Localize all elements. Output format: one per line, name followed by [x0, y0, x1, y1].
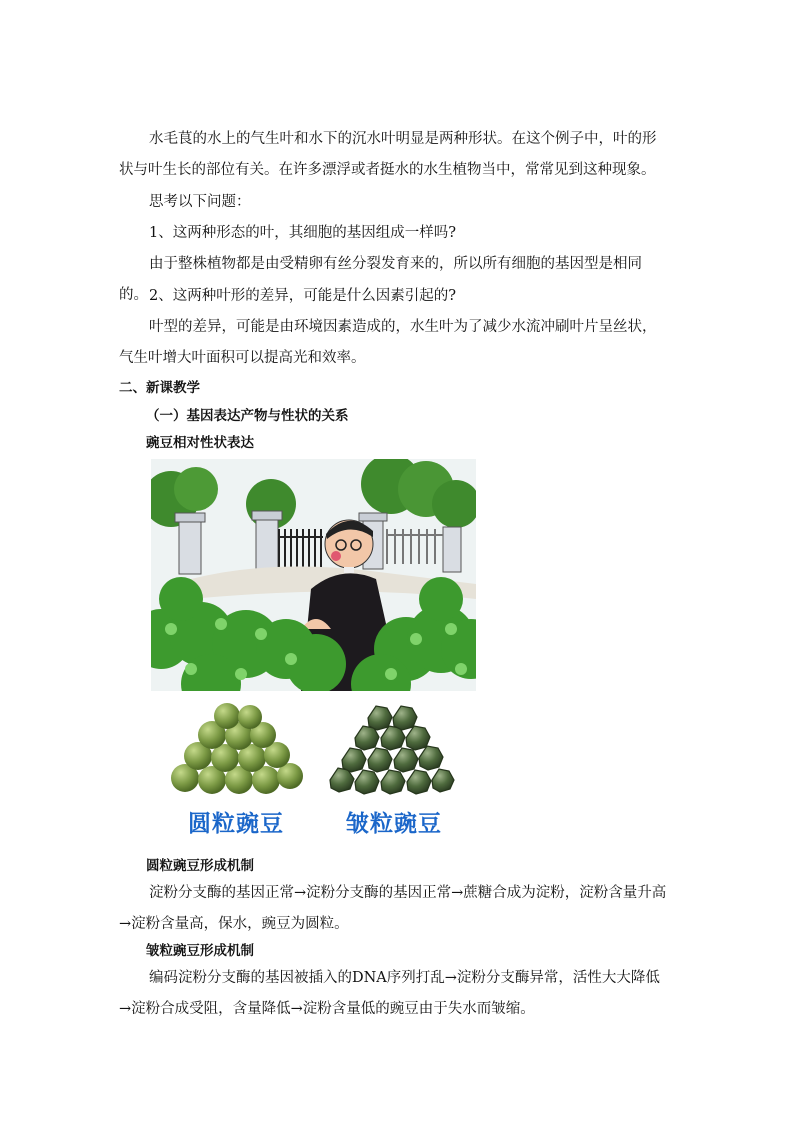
- pea-comparison-figure: [160, 700, 460, 845]
- think-prompt: 思考以下问题：: [149, 194, 251, 210]
- answer-2: 叶型的差异，可能是由环境因素造成的，水生叶为了减少水流冲刷叶片呈丝状，气生叶增大叶面积可以提高光和效率。: [119, 319, 657, 366]
- section-heading: 二、新课教学: [119, 380, 200, 396]
- question-1: 1、这两种形态的叶，其细胞的基因组成一样吗?: [149, 225, 456, 241]
- mendel-garden-image: [151, 459, 476, 691]
- pea-piles: [160, 700, 460, 800]
- wrinkled-mechanism-heading: 皱粒豌豆形成机制: [146, 943, 254, 959]
- round-mechanism-heading: 圆粒豌豆形成机制: [146, 858, 254, 874]
- intro-paragraph: 水毛茛的水上的气生叶和水下的沉水叶明显是两种形状。在这个例子中，叶的形状与叶生长的部位有关。在许多漂浮或者挺水的水生植物当中，常常见到这种现象。: [119, 131, 657, 178]
- round-pea-label: 圆粒豌豆: [188, 811, 284, 837]
- wrinkled-pea-label: 皱粒豌豆: [346, 811, 442, 837]
- wrinkled-mechanism-text: 编码淀粉分支酶的基因被插入的DNA序列打乱→淀粉分支酶异常，活性大大降低→淀粉合成受阻，含量降低→淀粉含量低的豌豆由于失水而皱缩。: [119, 970, 660, 1017]
- wrinkled-pea-pile: [330, 706, 454, 794]
- answer-1: 由于整株植物都是由受精卵有丝分裂发育来的，所以所有细胞的基因型是相同的。: [119, 256, 642, 303]
- pea-expression-heading: 豌豆相对性状表达: [146, 435, 254, 451]
- subsection-heading: （一）基因表达产物与性状的关系: [146, 408, 349, 424]
- question-2: 2、这两种叶形的差异，可能是什么因素引起的?: [149, 288, 456, 304]
- round-mechanism-text: 淀粉分支酶的基因正常→淀粉分支酶的基因正常→蔗糖合成为淀粉，淀粉含量升高→淀粉含量高，保水，豌豆为圆粒。: [119, 885, 667, 932]
- round-pea-pile: [171, 703, 303, 794]
- mendel-garden-illustration: [151, 459, 476, 691]
